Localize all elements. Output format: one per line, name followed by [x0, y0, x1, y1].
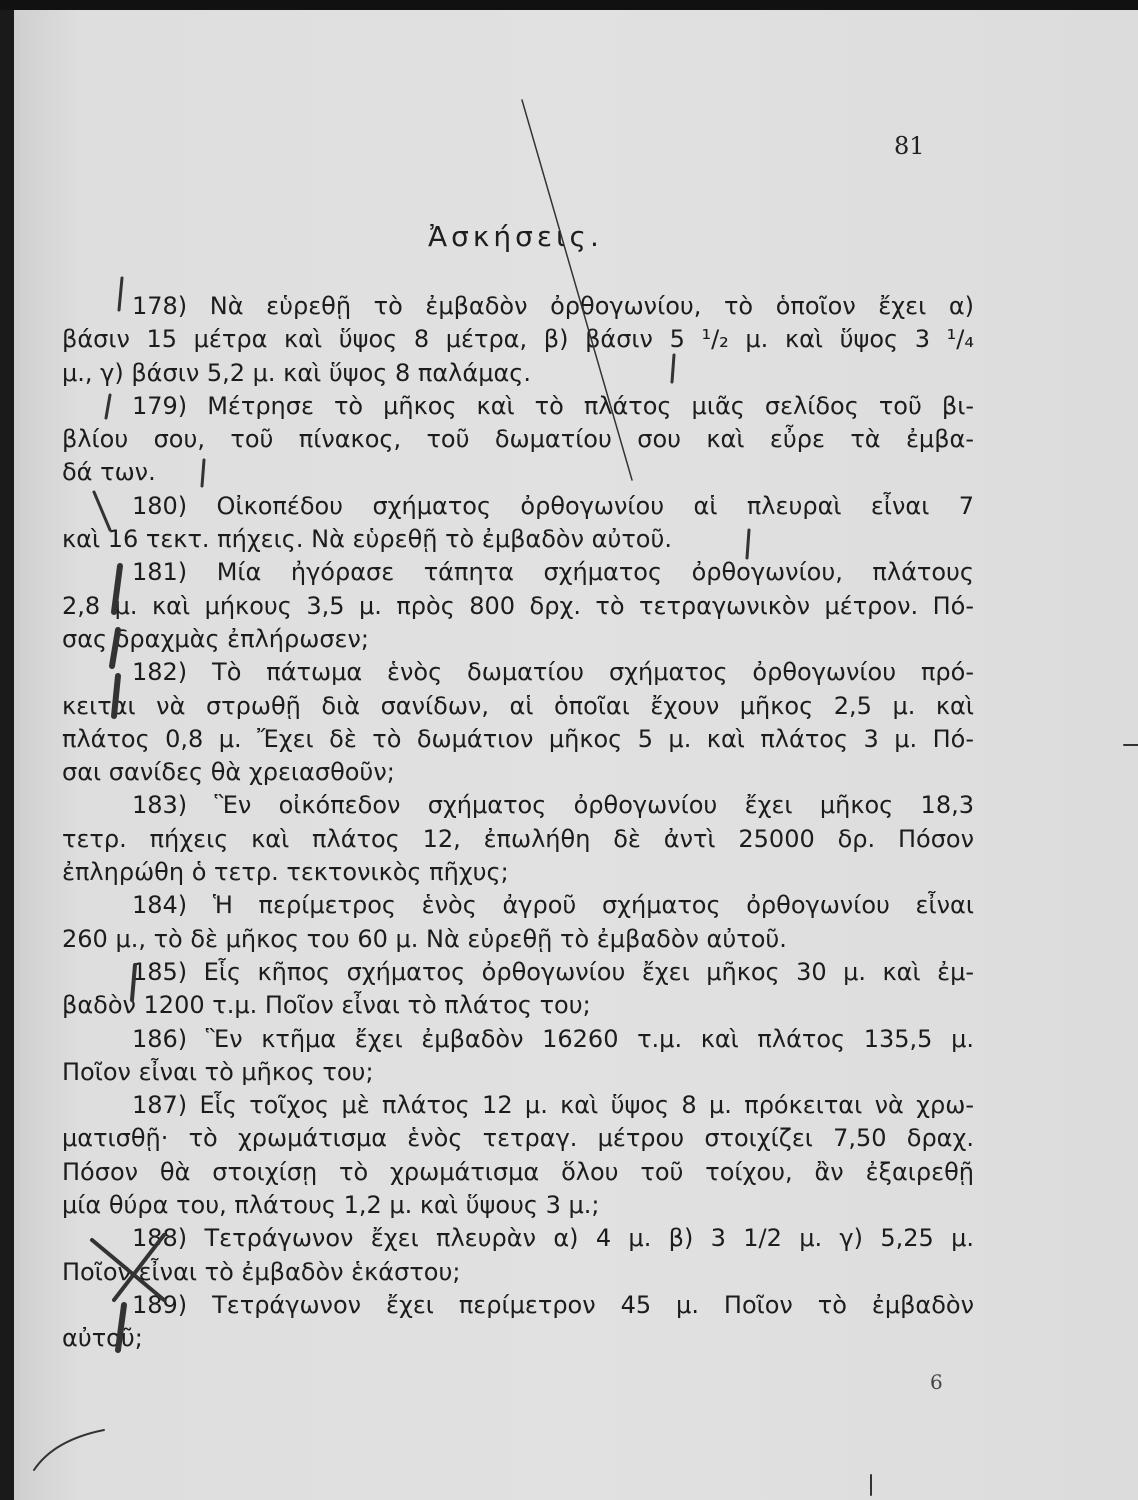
exercise-189-line-2: αὐτοῦ;: [62, 1324, 143, 1353]
exercise-186-line-1: 186) Ἓν κτῆμα ἔχει ἐμβαδὸν 16260 τ.μ. καὶ πλάτος 135,5 μ.: [132, 1024, 974, 1053]
page-number: 81: [894, 132, 925, 160]
exercise-178-line-1: 178) Νὰ εὑρεθῇ τὸ ἐμβαδὸν ὀρθογωνίου, τὸ ὁποῖον ἔχει α): [132, 292, 974, 320]
exercise-187-line-2: ματισθῇ· τὸ χρωμάτισμα ἑνὸς τετραγ. μέτρου στοιχίζει 7,50 δραχ.: [62, 1124, 974, 1153]
pencil-stroke-bottom-left: [34, 1430, 104, 1470]
exercise-184-line-2: 260 μ., τὸ δὲ μῆκος του 60 μ. Νὰ εὑρεθῇ τὸ ἐμβαδὸν αὐτοῦ.: [62, 924, 787, 953]
exercise-184-line-1: 184) Ἡ περίμετρος ἑνὸς ἀγροῦ σχήματος ὀρθογωνίου εἶναι: [132, 891, 974, 920]
exercise-181-line-3: σας δραχμὰς ἐπλήρωσεν;: [62, 624, 369, 653]
pencil-bar-189: [118, 1305, 124, 1350]
exercise-187-line-4: μία θύρα του, πλάτους 1,2 μ. καὶ ὕψους 3 μ.;: [62, 1191, 600, 1220]
exercise-185-line-2: βαδὸν 1200 τ.μ. Ποῖον εἶναι τὸ πλάτος του;: [62, 991, 591, 1020]
pencil-marks: [14, 10, 1138, 1500]
exercise-179-line-3: δά των.: [62, 458, 156, 487]
pencil-tick-180: [94, 492, 110, 530]
exercise-185-line-1: 185) Εἷς κῆπος σχήματος ὀρθογωνίου ἔχει μῆκος 30 μ. καὶ ἐμ-: [132, 957, 974, 986]
exercise-186-line-2: Ποῖον εἶναι τὸ μῆκος του;: [62, 1057, 374, 1086]
pencil-cross-b: [114, 1235, 164, 1300]
page-heading: Ἀσκήσεις.: [428, 220, 603, 253]
pencil-tick-179: [106, 395, 110, 418]
pencil-tick-178-end: [672, 355, 674, 382]
pencil-stroke-diagonal: [522, 100, 632, 480]
exercise-182-line-3: πλάτος 0,8 μ. Ἔχει δὲ τὸ δωμάτιον μῆκος 5 μ. καὶ πλάτος 3 μ. Πό-: [62, 724, 974, 753]
exercise-187-line-3: Πόσον θὰ στοιχίσῃ τὸ χρωμάτισμα ὅλου τοῦ τοίχου, ἂν ἐξαιρεθῇ: [62, 1157, 974, 1186]
exercise-188-line-2: Ποῖον εἶναι τὸ ἐμβαδὸν ἑκάστου;: [62, 1257, 461, 1286]
exercise-183-line-1: 183) Ἓν οἰκόπεδον σχήματος ὀρθογωνίου ἔχει μῆκος 18,3: [132, 791, 974, 820]
pencil-tick-185: [132, 965, 135, 1000]
exercise-178-line-3: μ., γ) βάσιν 5,2 μ. καὶ ὕψος 8 παλάμας.: [62, 358, 532, 387]
exercise-183-line-3: ἐπληρώθη ὁ τετρ. τεκτονικὸς πῆχυς;: [62, 858, 509, 887]
exercise-182-line-2: κειται νὰ στρωθῇ διὰ σανίδων, αἱ ὁποῖαι ἔχουν μῆκος 2,5 μ. καὶ: [62, 691, 974, 720]
pencil-bar-181: [114, 566, 120, 612]
book-page: [14, 10, 1138, 1500]
exercise-181-line-1: 181) Μία ἠγόρασε τάπητα σχήματος ὀρθογωνίου, πλάτους: [132, 558, 974, 587]
exercise-182-line-1: 182) Τὸ πάτωμα ἑνὸς δωματίου σχήματος ὀρθογωνίου πρό-: [132, 658, 974, 687]
exercise-179-line-2: βλίου σου, τοῦ πίνακος, τοῦ δωματίου σου καὶ εὖρε τὰ ἐμβα-: [62, 425, 974, 454]
scan-top-edge: [0, 0, 1138, 10]
exercise-189-line-1: 189) Τετράγωνον ἔχει περίμετρον 45 μ. Ποῖον τὸ ἐμβαδὸν: [132, 1290, 974, 1319]
exercise-183-line-2: τετρ. πήχεις καὶ πλάτος 12, ἐπωλήθη δὲ ἀντὶ 25000 δρ. Πόσον: [62, 824, 974, 853]
signature-mark: 6: [930, 1370, 943, 1394]
exercise-180-line-1: 180) Οἰκοπέδου σχήματος ὀρθογωνίου αἱ πλευραὶ εἶναι 7: [132, 491, 974, 520]
pencil-bar-181b: [112, 630, 118, 666]
exercise-182-line-4: σαι σανίδες θὰ χρειασθοῦν;: [62, 758, 395, 787]
exercise-180-line-2: καὶ 16 τεκτ. πήχεις. Νὰ εὑρεθῇ τὸ ἐμβαδὸν αὐτοῦ.: [62, 525, 673, 554]
pencil-bar-182: [114, 676, 118, 716]
exercise-181-line-2: 2,8 μ. καὶ μήκους 3,5 μ. πρὸς 800 δρχ. τὸ τετραγωνικὸν μέτρον. Πό-: [62, 591, 974, 620]
pencil-tick-180-end: [747, 530, 749, 558]
exercise-178-line-2: βάσιν 15 μέτρα καὶ ὕψος 8 μέτρα, β) βάσιν 5 ¹/₂ μ. καὶ ὕψος 3 ¹/₄: [62, 325, 974, 354]
exercise-188-line-1: 188) Τετράγωνον ἔχει πλευρὰν α) 4 μ. β) 3 1/2 μ. γ) 5,25 μ.: [132, 1224, 974, 1253]
pencil-tick-178: [119, 278, 122, 310]
exercise-179-line-1: 179) Μέτρησε τὸ μῆκος καὶ τὸ πλάτος μιᾶς σελίδος τοῦ βι-: [132, 391, 974, 420]
pencil-tick-179-end: [202, 460, 204, 486]
exercise-187-line-1: 187) Εἷς τοῖχος μὲ πλάτος 12 μ. καὶ ὕψος 8 μ. πρόκειται νὰ χρω-: [132, 1091, 974, 1120]
